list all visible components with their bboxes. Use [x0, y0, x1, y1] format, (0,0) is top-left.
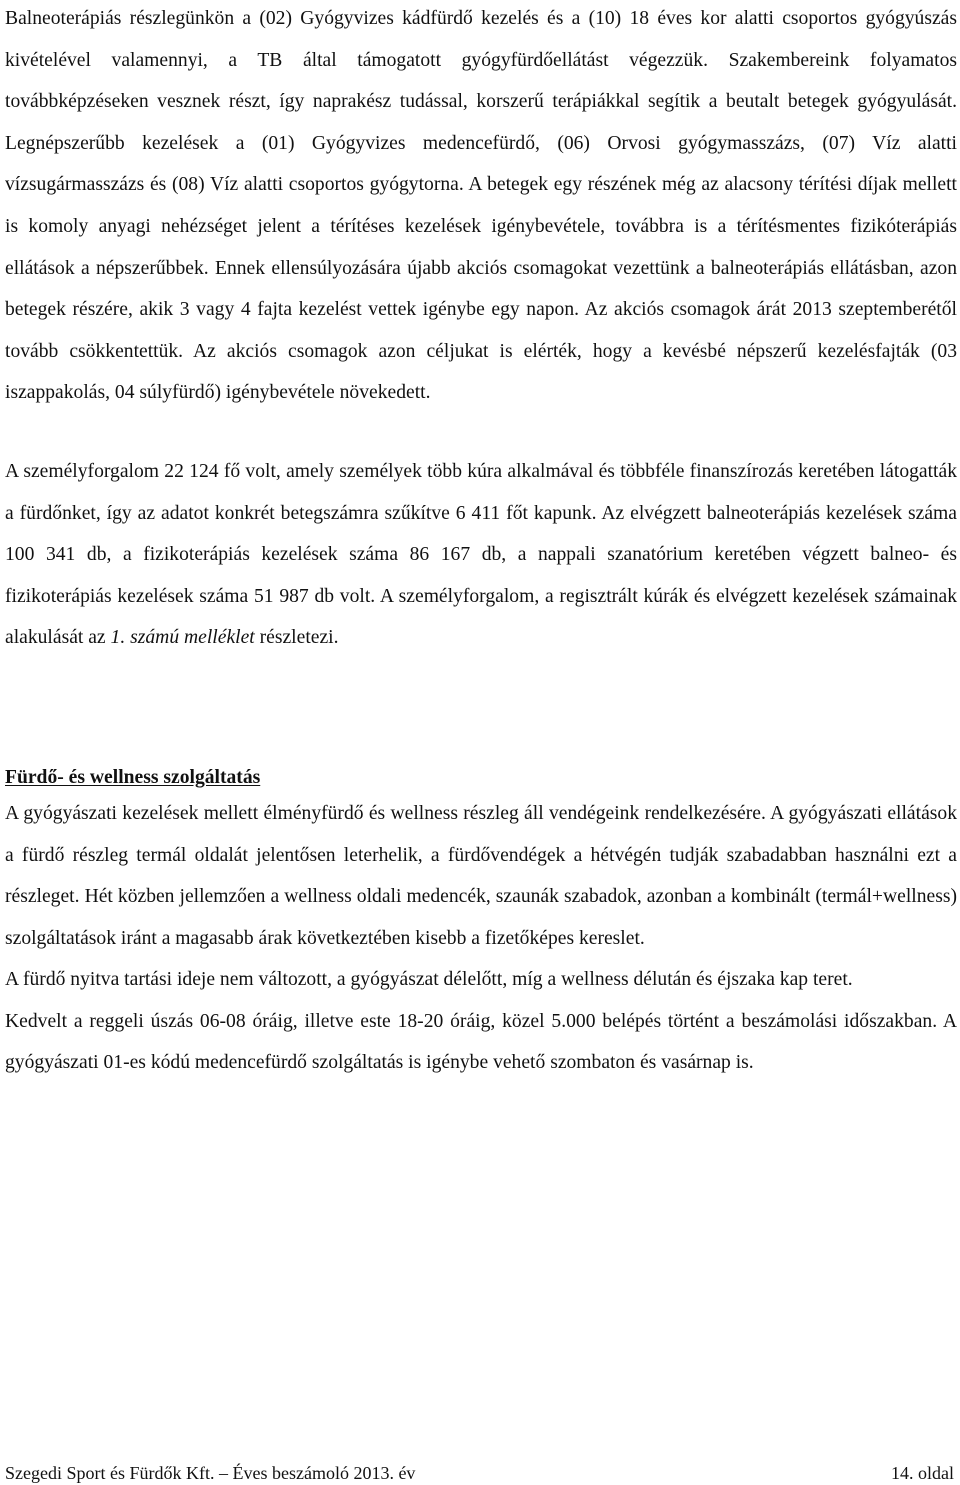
- section-heading: Fürdő- és wellness szolgáltatás: [5, 766, 261, 788]
- paragraph-wellness: A gyógyászati kezelések mellett élményfürdő és wellness részleg áll vendégeink rendelkezésére. A gyógyászati ellátások a fürdő részleg termál oldalát jelentősen leterhelik, a fürdővendégek a hétvégén tudják szabadabban használni ezt a részleget. Hét közben jellemzően a wellness oldali medencék, szaunák szabadok, azonban a kombinált (termál+wellness) szolgáltatások iránt a magasabb árak következtében kisebb a fizetőképes kereslet.: [5, 802, 957, 949]
- paragraph-opening-hours: A fürdő nyitva tartási ideje nem változott, a gyógyászat délelőtt, míg a wellness délután és éjszaka kap teret.: [5, 969, 853, 991]
- paragraph-text: A személyforgalom 22 124 fő volt, amely személyek több kúra alkalmával és többféle finanszírozás keretében látogatták a fürdőnket, így az adatot konkrét betegszámra szűkítve 6 411 főt kapunk. Az elvégzett balneoterápiás kezelések száma 100 341 db, a fizikoterápiás kezelések száma 86 167 db, a nappali szanatórium keretében végzett balneo- és fizikoterápiás kezelések száma 51 987 db volt. A személyforgalom, a regisztrált kúrák és elvégzett kezelések számainak alakulását az: [5, 460, 957, 649]
- page-footer: [5, 1461, 954, 1485]
- page-number: 14. oldal: [891, 1463, 954, 1483]
- paragraph-visitor-statistics: [5, 451, 957, 659]
- document-body: [5, 0, 957, 1084]
- paragraph-balneotherapy: Balneoterápiás részlegünkön a (02) Gyógyvizes kádfürdő kezelés és a (10) 18 éves kor alatti csoportos gyógyúszás kivételével valamennyi, a TB által támogatott gyógyfürdőellátást végezzük. Szakembereink folyamatos továbbképzéseken vesznek részt, így naprakész tudással, korszerű terápiákkal segítik a beutalt betegek gyógyulását. Legnépszerűbb kezelések a (01) Gyógyvizes medencefürdő, (06) Orvosi gyógymasszázs, (07) Víz alatti vízsugármasszázs és (08) Víz alatti csoportos gyógytorna. A betegek egy részének még az alacsony térítési díjak mellett is komoly anyagi nehézséget jelent a térítéses kezelések igénybevétele, továbbra is a térítésmentes fizikóterápiás ellátások a népszerűbbek. Ennek ellensúlyozására újabb akciós csomagokat vezettünk a balneoterápiás ellátásban, azon betegek részére, akik 3 vagy 4 fajta kezelést vettek igénybe egy napon. Az akciós csomagok árát 2013 szeptemberétől tovább csökkentettük. Az akciós csomagok azon céljukat is elérték, hogy a kevésbé népszerű kezelésfajták (03 iszappakolás, 04 súlyfürdő) igénybevétele növekedett.: [5, 8, 957, 404]
- paragraph-text-end: részletezi.: [254, 627, 339, 649]
- footer-title: Szegedi Sport és Fürdők Kft. – Éves beszámoló 2013. év: [5, 1463, 416, 1483]
- paragraph-morning-swim: Kedvelt a reggeli úszás 06-08 óráig, illetve este 18-20 óráig, közel 5.000 belépés történt a beszámolási időszakban. A gyógyászati 01-es kódú medencefürdő szolgáltatás is igénybe vehető szombaton és vasárnap is.: [5, 1010, 957, 1074]
- annex-reference: 1. számú melléklet: [110, 627, 255, 649]
